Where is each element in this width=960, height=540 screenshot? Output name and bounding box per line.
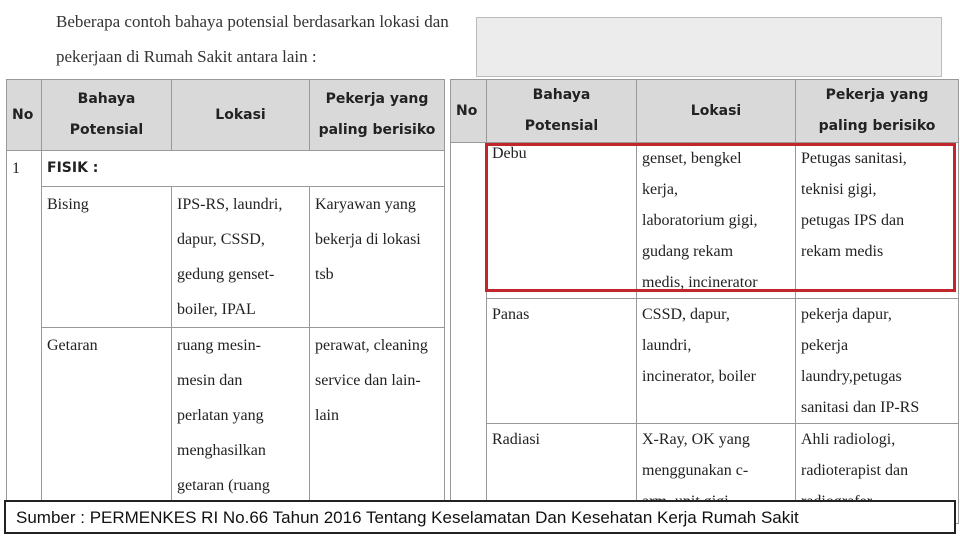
header-no: No	[7, 80, 42, 151]
cell-pekerja	[796, 143, 959, 299]
cell-line: X-Ray, OK yang	[642, 431, 750, 448]
source-caption: Sumber : PERMENKES RI No.66 Tahun 2016 Tentang Keselamatan Dan Kesehatan Kerja Rumah Sakit	[4, 500, 956, 534]
cell-line: pekerja dapur,	[801, 306, 892, 323]
cell-line: boiler, IPAL	[177, 301, 256, 318]
cell-line: gudang rekam	[642, 243, 734, 260]
cell-line: laundry,petugas	[801, 368, 902, 385]
cell-line: sanitasi dan IP-RS	[801, 399, 920, 416]
header-lokasi: Lokasi	[637, 80, 796, 143]
cell-line: dapur, CSSD,	[177, 231, 265, 248]
table-header-row	[451, 80, 959, 143]
header-pekerja	[796, 80, 959, 143]
cell-line: menggunakan c-	[642, 462, 749, 479]
intro-line-1: Beberapa contoh bahaya potensial berdasarkan lokasi dan	[56, 12, 449, 31]
cell-line: bekerja di lokasi	[315, 231, 421, 248]
cell-line: Ahli radiologi,	[801, 431, 896, 448]
table-row	[7, 187, 445, 328]
cell-line: kerja,	[642, 181, 678, 198]
cell-bahaya: Panas	[487, 299, 637, 424]
cell-line: laboratorium gigi,	[642, 212, 758, 229]
cell-line: mesin dan	[177, 372, 243, 389]
cell-line: petugas IPS dan	[801, 212, 905, 229]
section-row	[7, 151, 445, 187]
header-lokasi: Lokasi	[172, 80, 310, 151]
cell-line: genset, bengkel	[642, 150, 742, 167]
cell-lokasi	[172, 187, 310, 328]
cell-line: rekam medis	[801, 243, 884, 260]
cell-line: perlatan yang	[177, 407, 264, 424]
cell-line: menghasilkan	[177, 442, 266, 459]
hazard-table-left	[6, 79, 445, 513]
cell-line: medis, incinerator	[642, 274, 758, 291]
cell-line: laundri,	[642, 337, 692, 354]
cell-line: teknisi gigi,	[801, 181, 877, 198]
table-row	[451, 143, 959, 299]
cell-line: Petugas sanitasi,	[801, 150, 907, 167]
header-bahaya-line1: Bahaya	[532, 87, 591, 103]
cell-line: Karyawan yang	[315, 196, 416, 213]
table-header-row	[7, 80, 445, 151]
cell-line: getaran (ruang	[177, 477, 270, 494]
header-pekerja-line2: paling berisiko	[318, 122, 436, 138]
cell-line: service dan lain-	[315, 372, 421, 389]
cell-lokasi	[172, 328, 310, 513]
cell-bahaya: Bising	[42, 187, 172, 328]
header-bahaya-potensial	[42, 80, 172, 151]
header-bahaya-line2: Potensial	[69, 122, 144, 138]
header-pekerja-line1: Pekerja yang	[825, 87, 929, 103]
cell-line: lain	[315, 407, 339, 424]
cell-bahaya: Debu	[487, 143, 637, 299]
cell-lokasi	[637, 143, 796, 299]
section-title: FISIK :	[42, 151, 445, 187]
cell-line: gedung genset-	[177, 266, 275, 283]
cell-line: ruang mesin-	[177, 337, 261, 354]
header-pekerja-line1: Pekerja yang	[325, 91, 429, 107]
header-pekerja	[310, 80, 445, 151]
cell-bahaya: Getaran	[42, 328, 172, 513]
cell-lokasi	[637, 299, 796, 424]
section-no: 1	[7, 151, 42, 187]
table-row	[451, 299, 959, 424]
cell-line: tsb	[315, 266, 334, 283]
cell-pekerja	[310, 328, 445, 513]
cell-pekerja	[796, 299, 959, 424]
cell-line: IPS-RS, laundri,	[177, 196, 283, 213]
cell-line: radioterapist dan	[801, 462, 909, 479]
header-bahaya-line2: Potensial	[524, 118, 599, 134]
cell-pekerja	[310, 187, 445, 328]
intro-line-2: pekerjaan di Rumah Sakit antara lain :	[56, 47, 317, 66]
cell-line: incinerator, boiler	[642, 368, 756, 385]
hazard-table-right	[450, 79, 959, 524]
header-pekerja-line2: paling berisiko	[818, 118, 936, 134]
cell-line: pekerja	[801, 337, 849, 354]
header-no: No	[451, 80, 487, 143]
table-row	[7, 328, 445, 513]
gray-placeholder-box	[476, 17, 942, 77]
cell-bahaya: Radiasi	[487, 424, 637, 524]
cell-line: perawat, cleaning	[315, 337, 428, 354]
cell-line: CSSD, dapur,	[642, 306, 730, 323]
header-bahaya-line1: Bahaya	[77, 91, 136, 107]
header-bahaya-potensial	[487, 80, 637, 143]
